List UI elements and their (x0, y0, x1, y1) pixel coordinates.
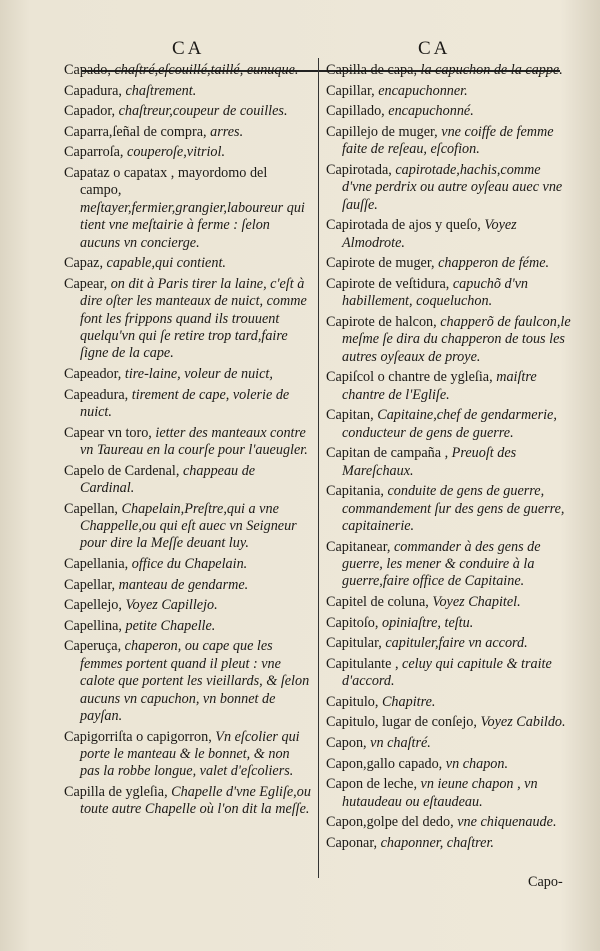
dictionary-entry (64, 577, 312, 594)
entry-headword: Capitanear, (326, 538, 391, 555)
entry-headword: Capirotada de ajos y queſo, (326, 217, 481, 234)
entry-definition: celuy qui capitule & traite d'accord. (342, 655, 552, 690)
dictionary-entry (64, 556, 312, 573)
dictionary-entry (326, 103, 572, 120)
entry-headword: Capador, (64, 103, 116, 120)
entry-definition: chaponner, chaſtrer. (377, 834, 494, 851)
entry-headword: Capellania, (64, 556, 129, 572)
entry-headword: Capeadura, (64, 386, 129, 403)
entry-headword: Capigorriſta o capigorron, (64, 728, 212, 745)
header-left: CA (172, 38, 205, 59)
dictionary-entry (64, 144, 312, 161)
entry-definition: Chapelle d'vne Egliſe,ou toute autre Chapelle où l'on dit la meſſe. (80, 784, 311, 818)
dictionary-entry (326, 776, 572, 811)
entry-definition: capuchõ d'vn habillement, coqueluchon. (342, 275, 528, 310)
dictionary-entry (326, 756, 572, 773)
dictionary-entry (64, 501, 312, 553)
entry-headword: Capelo de Cardenal, (64, 462, 180, 479)
entry-definition: maiſtre chantre de l'Egliſe. (342, 369, 537, 403)
dictionary-entry (64, 597, 312, 614)
entry-definition: tirement de cape, volerie de nuict. (80, 386, 290, 420)
entry-definition: chaperon, ou cape que les femmes portent quand il pleut : vne calote que portent les vieillards, & ſelon aucuns vn capuchon, vn bonnet de payſan. (80, 638, 310, 724)
right-column (326, 62, 572, 855)
entry-definition: vn chaſtré. (366, 734, 431, 751)
dictionary-entry (326, 814, 572, 831)
entry-definition: vne chiquenaude. (453, 814, 557, 831)
entry-definition: conduite de gens de guerre, commandement ſur des gens de guerre, capitainerie. (342, 483, 565, 534)
entry-definition: vne coiffe de femme faite de reſeau, eſcofion. (342, 123, 554, 158)
entry-headword: Capillejo de muger, (326, 123, 438, 140)
entry-headword: Capilla de capa, (326, 62, 417, 78)
dictionary-entry (326, 735, 572, 752)
entry-definition: chaſtré,eſcouillé,taillé, eunuque. (110, 62, 299, 78)
entry-headword: Capirote de muger, (326, 255, 435, 272)
entry-definition: encapuchonné. (384, 103, 474, 120)
dictionary-entry (64, 276, 312, 363)
entry-definition: manteau de gendarme. (115, 576, 249, 593)
entry-headword: Capitulante , (326, 655, 399, 672)
dictionary-entry (64, 784, 312, 819)
dictionary-entry (326, 656, 572, 691)
entry-headword: Caparroſa, (64, 144, 124, 161)
entry-definition: Chapelain,Preſtre,qui a vne Chappelle,ou qui eſt auec vn Seigneur pour dire la Meſſe deuant luy. (80, 500, 297, 552)
entry-definition: office du Chapelain. (128, 556, 248, 572)
entry-definition: vn chapon. (442, 755, 509, 772)
entry-definition: couperoſe,vitriol. (123, 144, 226, 161)
entry-definition: chapperon de féme. (434, 255, 550, 272)
entry-definition: capable,qui contient. (103, 255, 226, 272)
entry-headword: Capaz, (64, 255, 103, 272)
entry-definition: chappeau de Cardinal. (80, 462, 256, 496)
dictionary-entry (326, 539, 572, 591)
dictionary-entry (64, 425, 312, 460)
dictionary-entry (326, 483, 572, 535)
dictionary-entry (326, 83, 572, 100)
entry-headword: Capillado, (326, 103, 385, 120)
left-column (64, 62, 312, 822)
dictionary-entry (64, 165, 312, 252)
dictionary-entry (64, 124, 312, 141)
dictionary-entry (326, 615, 572, 632)
dictionary-entry (326, 124, 572, 159)
dictionary-entry (326, 62, 572, 79)
entry-headword: Capear, (64, 275, 108, 292)
column-divider (318, 58, 319, 878)
entry-definition: tire-laine, voleur de nuict, (121, 366, 273, 382)
entry-headword: Capon,gallo capado, (326, 755, 443, 772)
dictionary-entry (64, 83, 312, 100)
entry-headword: Capiſcol o chantre de ygleſia, (326, 369, 493, 386)
dictionary-entry (326, 162, 572, 214)
entry-definition: Vn eſcolier qui porte le manteau & le bonnet, & non pas la robbe longue, valet d'eſcoliers. (80, 728, 300, 780)
dictionary-entry (326, 635, 572, 652)
entry-headword: Capitular, (326, 635, 382, 652)
entry-definition: encapuchonner. (374, 82, 468, 99)
entry-headword: Capear vn toro, (64, 424, 152, 441)
dictionary-entry (326, 255, 572, 272)
entry-definition: commander à des gens de guerre, les mener & conduire à la guerre,faire office de Capitaine. (342, 538, 541, 590)
entry-headword: Capado, (64, 62, 111, 78)
entry-headword: Capitania, (326, 483, 384, 500)
entry-headword: Capitan, (326, 407, 374, 424)
dictionary-entry (326, 714, 572, 731)
entry-definition: on dit à Paris tirer la laine, c'eſt à dire oſter les manteaux de nuict, comme font les frippons quand ils trouuent quelqu'vn qui ſe retire trop tard,faire ſigne de la cape. (80, 275, 307, 362)
entry-headword: Capitan de campaña , (326, 445, 449, 462)
entry-definition: meſtayer,fermier,grangier,laboureur qui tient vne meſtairie à ferme : ſelon aucuns vn concierge. (80, 199, 305, 251)
catchword: Capo- (528, 874, 563, 890)
entry-headword: Capirote de halcon, (326, 313, 437, 330)
entry-headword: Capataz o capatax , mayordomo del campo, (64, 164, 268, 199)
entry-headword: Capirote de veſtidura, (326, 275, 450, 292)
dictionary-entry (64, 366, 312, 383)
dictionary-entry (326, 217, 572, 252)
dictionary-entry (64, 729, 312, 781)
entry-headword: Capitulo, (326, 693, 379, 710)
entry-definition: Voyez Chapitel. (428, 594, 521, 610)
entry-definition: ietter des manteaux contre vn Taureau en la courſe pour l'aueugler. (80, 424, 308, 458)
entry-definition: Voyez Almodrote. (342, 217, 517, 251)
dictionary-entry (326, 835, 572, 852)
entry-definition: opiniaſtre, teſtu. (378, 614, 474, 631)
entry-definition: arres. (206, 123, 244, 140)
entry-headword: Capellina, (64, 617, 122, 634)
entry-definition: capirotade,hachis,comme d'vne perdrix ou autre oyſeau auec vne ſauſſe. (342, 161, 563, 213)
dictionary-entry (64, 463, 312, 498)
entry-definition: chapperõ de faulcon,le meſme ſe dira du chapperon de tous les autres oyſeaux de proye. (342, 313, 571, 365)
entry-definition: vn ieune chapon , vn hutaudeau ou eſtaudeau. (342, 776, 538, 810)
entry-headword: Capellar, (64, 576, 116, 593)
entry-headword: Capon,golpe del dedo, (326, 814, 454, 831)
entry-headword: Capitel de coluna, (326, 594, 429, 610)
dictionary-entry (326, 407, 572, 442)
entry-headword: Capitulo, lugar de conſejo, (326, 714, 477, 731)
dictionary-entry (326, 314, 572, 366)
entry-headword: Capellan, (64, 500, 118, 517)
dictionary-entry (64, 638, 312, 725)
entry-definition: chaſtrement. (121, 82, 197, 99)
entry-headword: Capilla de ygleſia, (64, 784, 168, 800)
entry-headword: Caparra,ſeñal de compra, (64, 123, 207, 140)
dictionary-entry (64, 618, 312, 635)
dictionary-entry (64, 62, 312, 79)
entry-definition: chaſtreur,coupeur de couilles. (115, 103, 288, 120)
dictionary-entry (326, 445, 572, 480)
dictionary-entry (64, 387, 312, 422)
entry-definition: petite Chapelle. (121, 617, 216, 634)
dictionary-entry (64, 103, 312, 120)
entry-headword: Capillar, (326, 82, 375, 99)
entry-headword: Capellejo, (64, 597, 122, 614)
entry-headword: Capadura, (64, 82, 122, 99)
entry-headword: Capitoſo, (326, 614, 379, 631)
entry-headword: Capirotada, (326, 161, 392, 178)
entry-definition: Preuoſt des Mareſchaux. (342, 445, 517, 479)
entry-headword: Capeador, (64, 366, 122, 382)
entry-headword: Capon de leche, (326, 776, 417, 793)
entry-headword: Caponar, (326, 834, 378, 851)
entry-headword: Caperuça, (64, 638, 122, 655)
dictionary-entry (326, 694, 572, 711)
dictionary-entry (326, 276, 572, 311)
entry-definition: Capitaine,chef de gendarmerie, conducteur de gens de guerre. (342, 407, 557, 441)
entry-definition: Chapitre. (378, 693, 436, 710)
header-right: CA (418, 38, 451, 59)
dictionary-entry (64, 255, 312, 272)
entry-definition: Voyez Capillejo. (121, 597, 218, 614)
entry-headword: Capon, (326, 734, 367, 751)
dictionary-entry (326, 594, 572, 611)
entry-definition: Voyez Cabildo. (476, 714, 566, 731)
dictionary-entry (326, 369, 572, 404)
entry-definition: la capuchon de la cappe. (417, 62, 563, 78)
entry-definition: capituler,faire vn accord. (381, 635, 528, 652)
